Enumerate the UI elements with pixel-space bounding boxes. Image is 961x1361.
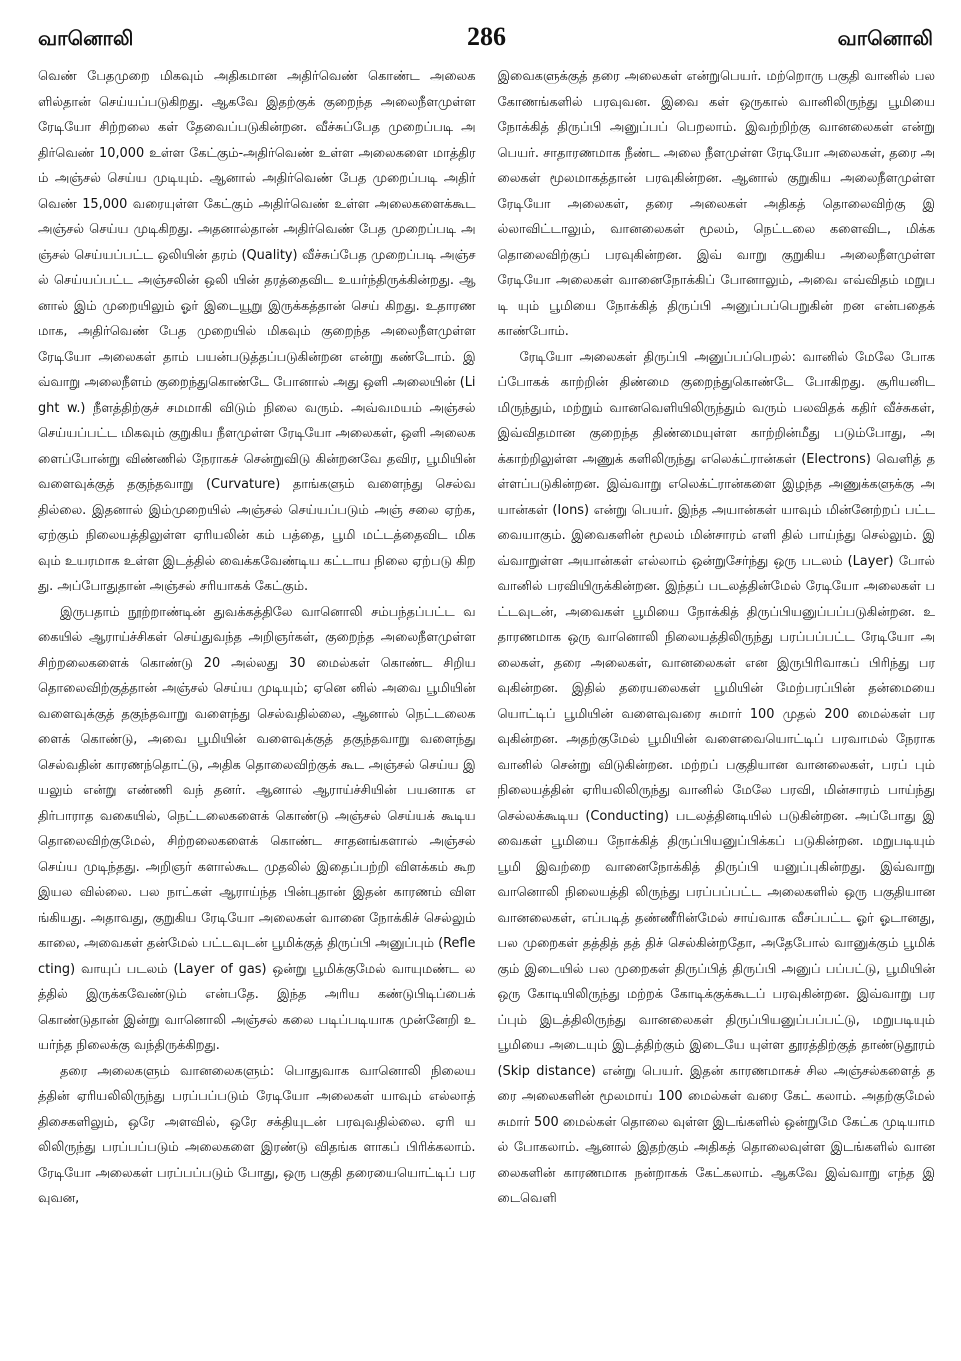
page-number: 286 [467, 22, 506, 51]
paragraph: வெண் பேதமுறை மிகவும் அதிகமான அதிர்வெண் கொண்ட அலைகளில்தான் செய்யப்படுகிறது. ஆகவே இதற்குக் குறைந்த அலைநீளமுள்ள ரேடியோ சிற்றலை கள் தேவைப்படுகின்றன. வீச்சுப்பேத முறைப்படி அதிர்வெண் 10,000 உள்ள கேட்கும்-அதிர்வெண் உள்ள அலைகளை மாத்திரம் அஞ்சல் செய்ய முடியும். ஆனால் அதிர்வெண் பேத முறைப்படி அதிர் வெண் 15,000 வரையுள்ள கேட்கும் அதிர்வெண் உள்ள அலைகளைக்கூட அஞ்சல் செய்ய முடிகிறது. அதனால்தான் அதிர்வெண் பேத முறைப்படி அஞ்சல் செய்யப்பட்ட ஒலியின் தரம் (Quality) வீச்சுப்பேத முறைப்படி அஞ்சல் செய்யப்பட்ட அஞ்சலின் ஒலி யின் தரத்தைவிட உயர்ந்திருக்கின்றது. ஆனால் இம் முறையிலும் ஓர் இடையூறு இருக்கத்தான் செய் கிறது. உதாரணமாக, அதிர்வெண் பேத முறையில் மிகவும் குறைந்த அலைநீளமுள்ள ரேடியோ அலைகள் தாம் பயன்படுத்தப்படுகின்றன என்று கண்டோம். இவ்வாறு அலைநீளம் குறைந்துகொண்டே போனால் அது ஒளி அலையின் (Light w.) நீளத்திற்குச் சமமாகி விடும் நிலை வரும். அவ்வமயம் அஞ்சல் செய்யப்பட்ட மிகவும் குறுகிய நீளமுள்ள ரேடியோ அலைகள், ஒளி அலைகளைப்போன்று விண்ணில் நேராகச் சென்றுவிடு கின்றனவே தவிர, பூமியின் வளைவுக்குத் தகுந்தவாறு (Curvature) தாங்களும் வளைந்து செல்வதில்லை. இதனால் இம்முறையில் அஞ்சல் செய்யப்படும் அஞ் சலை ஏற்க, ஏற்கும் நிலையத்திலுள்ள ஏரியலின் கம் பத்தை, பூமி மட்டத்தைவிட மிகவும் உயரமாக உள்ள இடத்தில் வைக்கவேண்டிய கட்டாய நிலை ஏற்படு கிறது. அப்போதுதான் அஞ்சல் சரியாகக் கேட்கும். [38, 69, 476, 594]
paragraph: தரை அலைகளும் வானலைகளும்: பொதுவாக வானொலி நிலையத்தின் ஏரியலிலிருந்து பரப்பப்படும் ரேடியோ அலைகள் யாவும் எல்லாத் திசைகளிலும், ஒரே அளவில், ஒரே சக்தியுடன் பரவுவதில்லை. ஏரி யலிலிருந்து பரப்பப்படும் அலைகளை இரண்டு விதங்க ளாகப் பிரிக்கலாம். ரேடியோ அலைகள் பரப்பப்படும் போது, ஒரு பகுதி தரையையொட்டிப் பரவுவன, [38, 1063, 476, 1206]
page-header [38, 22, 935, 64]
running-title-left: வானொலி [38, 26, 134, 50]
paragraph: இவைகளுக்குத் தரை அலைகள் என்றுபெயர். மற்றொரு பகுதி வானில் பல கோணங்களில் பரவுவன. இவை கள் ஒருகால் வானிலிருந்து பூமியை நோக்கித் திருப்பி அனுப்பப் பெறலாம். இவற்றிற்கு வானலைகள் என்று பெயர். சாதாரணமாக நீண்ட அலை நீளமுள்ள ரேடியோ அலைகள், தரை அலைகள் மூலமாகத்தான் பரவுகின்றன. ஆனால் குறுகிய அலைநீளமுள்ள ரேடியோ அலைகள், தரை அலைகள் அதிகத் தொலைவிற்கு இல்லாவிட்டாலும், வானலைகள் மூலம், நெட்டலை களைவிட, மிக்க தொலைவிற்குப் பரவுகின்றன. இவ் வாறு குறுகிய அலைநீளமுள்ள ரேடியோ அலைகள் வானைநோக்கிப் போனாலும், அவை எவ்விதம் மறுபடி யும் பூமியை நோக்கித் திருப்பி அனுப்பப்பெறுகின் றன என்பதைக் காண்போம். [497, 69, 935, 339]
paragraph: ரேடியோ அலைகள் திருப்பி அனுப்பப்பெறல்: வானில் மேலே போகப்போகக் காற்றின் திண்மை குறைந்துகொண்டே போகிறது. சூரியனிடமிருந்தும், மற்றும் வானவெளியிலிருந்தும் வரும் பலவிதக் கதிர் வீச்சுகள், இவ்விதமான குறைந்த திண்மையுள்ள காற்றின்மீது படும்போது, அக்காற்றிலுள்ள அணுக் களிலிருந்து எலெக்ட்ரான்கள் (Electrons) வெளித் தள்ளப்படுகின்றன. இவ்வாறு எலெக்ட்ரான்களை இழந்த அணுக்களுக்கு அயான்கள் (Ions) என்று பெயர். இந்த அயான்கள் யாவும் மின்னேற்றப் பட்டவையாகும். இவைகளின் மூலம் மின்சாரம் எளி தில் பாய்ந்து செல்லும். இவ்வாறுள்ள அயான்கள் எல்லாம் ஒன்றுசேர்ந்து ஒரு படலம் (Layer) போல் வானில் பரவியிருக்கின்றன. இந்தப் படலத்தின்மேல் ரேடியோ அலைகள் பட்டவுடன், அவைகள் பூமியை நோக்கித் திருப்பியனுப்பப்படுகின்றன. உதாரணமாக ஒரு வானொலி நிலையத்திலிருந்து பரப்பப்பட்ட ரேடியோ அலைகள், தரை அலைகள், வானலைகள் என இருபிரிவாகப் பிரிந்து பரவுகின்றன. இதில் தரையலைகள் பூமியின் மேற்பரப்பின் தன்மையை யொட்டிப் பூமியின் வளைவுவரை சுமார் 100 முதல் 200 மைல்கள் பரவுகின்றன. அதற்குமேல் பூமியின் வளைவையொட்டிப் பரவாமல் நேராக வானில் சென்று விடுகின்றன. மற்றப் பகுதியான வானலைகள், பரப் பும் நிலையத்தின் ஏரியலிலிருந்து வானில் மேலே பரவி, மின்சாரம் பாய்ந்து செல்லக்கூடிய (Conducting) படலத்தினடியில் படுகின்றன. அப்போது இவைகள் பூமியை நோக்கித் திருப்பியனுப்பிக்கப் படுகின்றன. மறுபடியும் பூமி இவற்றை வானைநோக்கித் திருப்பி யனுப்புகின்றது. இவ்வாறு வானொலி நிலையத்தி லிருந்து பரப்பப்பட்ட அலைகளில் ஒரு பகுதியான வானலைகள், எப்படித் தண்ணீரின்மேல் சாய்வாக வீசப்பட்ட ஓர் ஓடானது, பல முறைகள் தத்தித் தத் திச் செல்கின்றதோ, அதேபோல் வானுக்கும் பூமிக் கும் இடையில் பல முறைகள் திருப்பித் திருப்பி அனுப் பப்பட்டு, பூமியின் ஒரு கோடியிலிருந்து மற்றக் கோடிக்குக்கூடப் பரவுகின்றன. இவ்வாறு பரப்பும் இடத்திலிருந்து வானலைகள் திருப்பியனுப்பப்பட்டு, மறுபடியும் பூமியை அடையும் இடத்திற்கும் இடையே யுள்ள தூரத்திற்குத் தாண்டுதூரம் (Skip distance) என்று பெயர். இதன் காரணமாகச் சில அஞ்சல்களைத் தரை அலைகளின் மூலமாய் 100 மைல்கள் வரை கேட் கலாம். அதற்குமேல் சுமார் 500 மைல்கள் தொலை வுள்ள இடங்களில் ஒன்றுமே கேட்க முடியாமல் போகலாம். ஆனால் இதற்கும் அதிகத் தொலைவுள்ள இடங்களில் வானலைகளின் காரணமாக நன்றாகக் கேட்கலாம். ஆகவே இவ்வாறு எந்த இடைவெளி [497, 349, 935, 1206]
right-column [498, 64, 936, 1361]
running-title-right: வானொலி [837, 26, 933, 50]
left-column [38, 64, 476, 1361]
text-columns [38, 64, 935, 1361]
paragraph: இருபதாம் நூற்றாண்டின் துவக்கத்திலே வானொலி சம்பந்தப்பட்ட வகையில் ஆராய்ச்சிகள் செய்துவந்த அறிஞர்கள், குறைந்த அலைநீளமுள்ள சிற்றலைகளைக் கொண்டு 20 அல்லது 30 மைல்கள் கொண்ட சிறிய தொலைவிற்குத்தான் அஞ்சல் செய்ய முடியும்; ஏனெ னில் அவை பூமியின் வளைவுக்குத் தகுந்தவாறு வளைந்து செல்வதில்லை, ஆனால் நெட்டலைகளைக் கொண்டு, அவை பூமியின் வளைவுக்குத் தகுந்தவாறு வளைந்து செல்வதின் காரணந்தொட்டு, அதிக தொலைவிற்குக் கூட அஞ்சல் செய்ய இயலும் என்று எண்ணி வந் தனர். ஆனால் ஆராய்ச்சியின் பயனாக எதிர்பாராத வகையில், நெட்டலைகளைக் கொண்டு அஞ்சல் செய்யக் கூடிய தொலைவிற்குமேல், சிற்றலைகளைக் கொண்ட சாதனங்களால் அஞ்சல் செய்ய முடிந்தது. அறிஞர் களால்கூட முதலில் இதைப்பற்றி விளக்கம் கூற இயல வில்லை. பல நாட்கள் ஆராய்ந்த பின்புதான் இதன் காரணம் விளங்கியது. அதாவது, குறுகிய ரேடியோ அலைகள் வானை நோக்கிச் செல்லும் காலை, அவைகள் தன்மேல் பட்டவுடன் பூமிக்குத் திருப்பி அனுப்பும் (Reflecting) வாயுப் படலம் (Layer of gas) ஒன்று பூமிக்குமேல் வாயுமண்ட லத்தில் இருக்கவேண்டும் என்பதே. இந்த அரிய கண்டுபிடிப்பைக் கொண்டுதான் இன்று வானொலி அஞ்சல் கலை படிப்படியாக முன்னேறி உயர்ந்த நிலைக்கு வந்திருக்கிறது. [38, 604, 476, 1053]
